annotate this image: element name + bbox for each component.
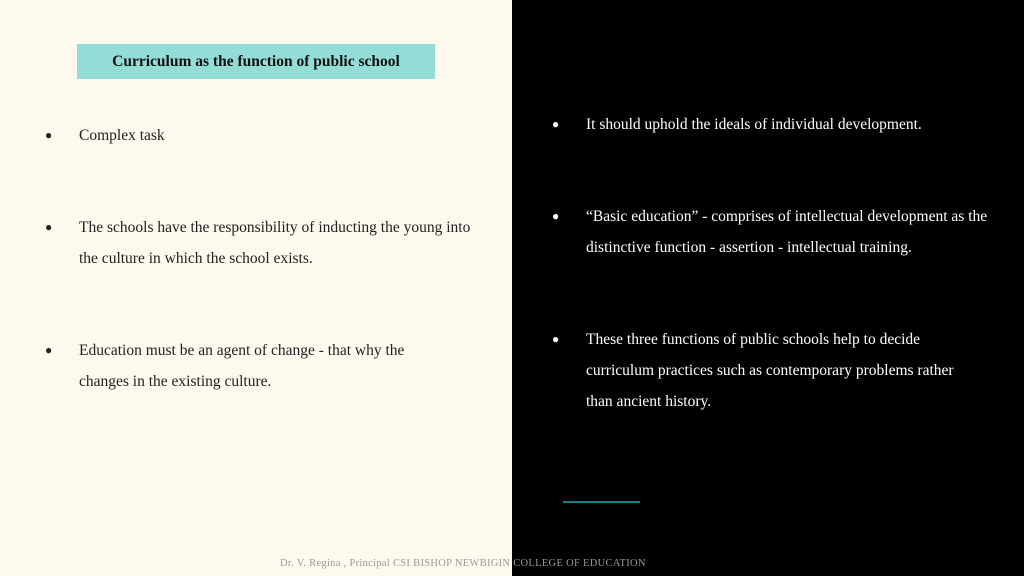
right-panel [512,0,1024,576]
left-bullet-3-text: Education must be an agent of change - that why the changes in the existing culture. [79,342,405,390]
footer-credit: Dr. V. Regina , Principal CSI BISHOP NEWBIGIN COLLEGE OF EDUCATION [280,558,646,569]
bullet-dot-icon: ● [45,343,53,357]
bullet-dot-icon: ● [45,128,53,142]
bullet-dot-icon: ● [552,209,560,223]
slide-title: Curriculum as the function of public school [77,44,435,79]
left-bullet-1-text: Complex task [79,127,165,144]
left-bullet-3 [45,335,445,397]
right-bullet-3 [552,324,967,417]
bullet-dot-icon: ● [552,117,560,131]
right-bullet-2 [552,201,994,263]
right-bullet-1-text: It should uphold the ideals of individual development. [586,116,922,133]
left-bullet-2-text: The schools have the responsibility of inducting the young into the culture in which the school exists. [79,219,471,267]
right-bullet-3-text: These three functions of public schools help to decide curriculum practices such as contemporary problems rather than ancient history. [586,331,954,410]
right-bullet-2-text: “Basic education” - comprises of intellectual development as the distinctive function - assertion - intellectual training. [586,208,988,256]
accent-divider [563,501,640,503]
bullet-dot-icon: ● [552,332,560,346]
right-bullet-1 [552,109,1012,140]
bullet-dot-icon: ● [45,220,53,234]
left-bullet-2 [45,212,485,274]
left-bullet-1 [45,120,465,151]
